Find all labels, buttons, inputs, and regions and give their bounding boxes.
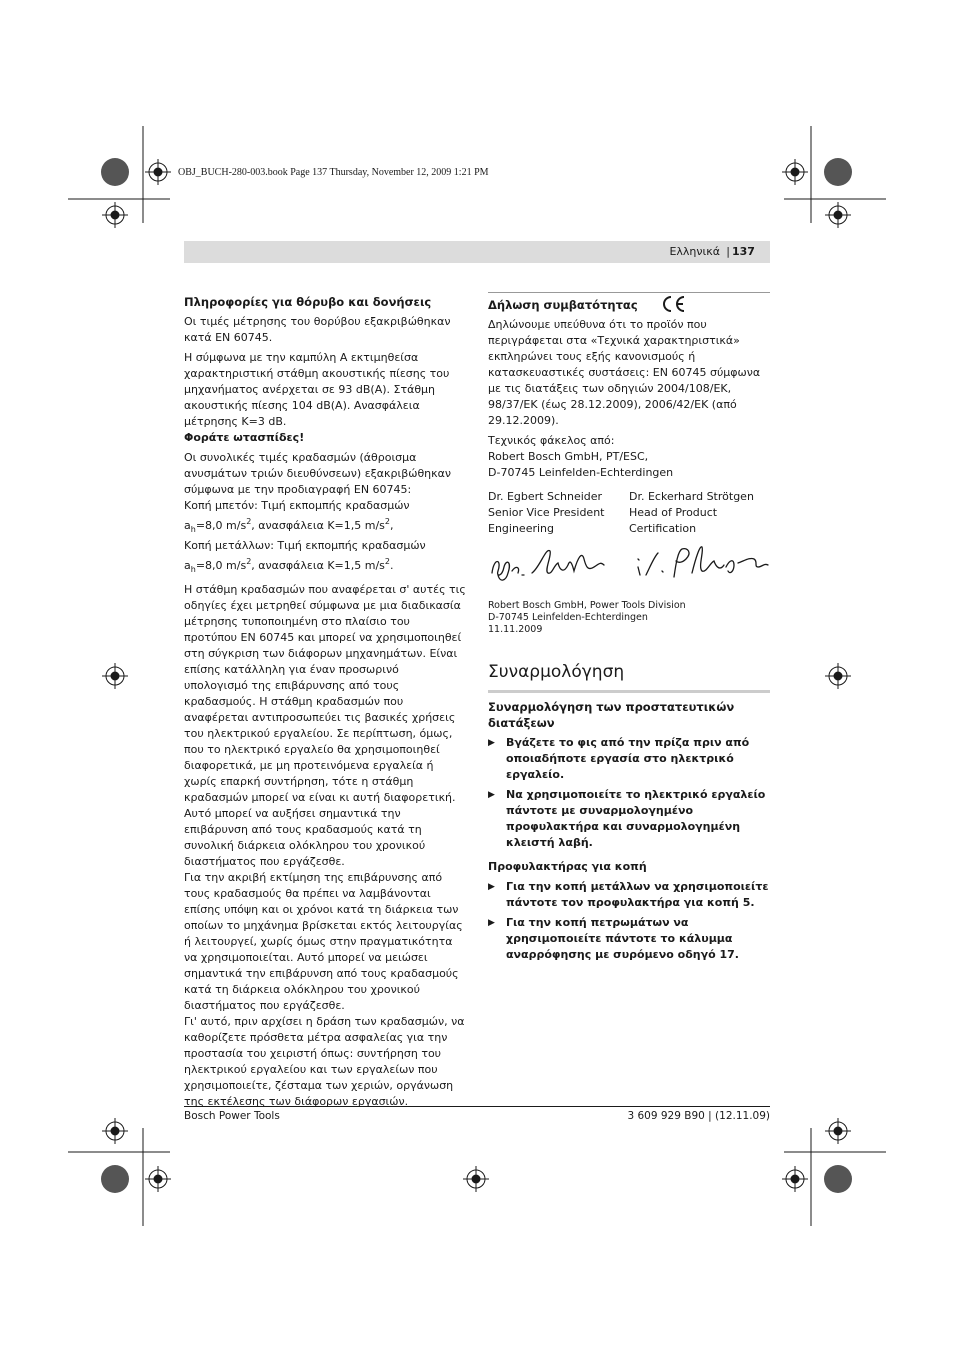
concrete-label: Κοπή μπετόν: Τιμή εκπομπής κραδασμών — [184, 499, 410, 512]
assembly-heading: Συναρμολόγηση — [488, 662, 625, 682]
section-title-noise: Πληροφορίες για θόρυβο και δονήσεις — [184, 295, 432, 309]
noise-p1: Οι τιμές μέτρησης του θορύβου εξακριβώθηκαν κατά EN 60745. — [184, 315, 451, 344]
bullet-item: ▶ Να χρησιμοποιείτε το ηλεκτρικό εργαλείο πάντοτε με συναρμολογημένο προφυλακτήρα και συναρμολογημένη κλειστή λαβή. — [488, 788, 766, 849]
vibration-p4: Η στάθμη κραδασμών που αναφέρεται σ' αυτές τις οδηγίες έχει μετρηθεί σύμφωνα με μια διαδικασία μέτρησης τυποποιημένη στο πλαίσιο του προτύπου EN 60745 και μπορεί να χρησιμοποιηθεί στη σύγκριση των διάφορων μηχανημάτων. Είναι επίσης κατάλληλη για έναν προσωρινό υπολογισμό της επιβάρυνσης από τους κραδασμούς. Η στάθμη κραδασμών που αναφέρεται αντιπροσωπεύει τις βασικές χρήσεις του ηλεκτρικού εργαλείου. Σε περίπτωση, όμως, που το ηλεκτρικό εργαλείο θα χρησιμοποιηθεί διαφορετικά, με μη προτεινόμενα εργαλεία ή χωρίς επαρκή συντήρηση, τότε η στάθμη κραδασμών μπορεί να είναι κι αυτή διαφορετική. Αυτό μπορεί να αυξήσει σημαντικά την επιβάρυνση από τους κραδασμούς κατά τη συνολική διάρκεια ολόκληρου του χρονικού διαστήματος που εργάζεσθε. — [184, 583, 466, 868]
ce-mark-icon — [660, 295, 686, 313]
header-separator: | — [726, 245, 730, 258]
signatories — [488, 489, 770, 537]
vibration-p6: Γι' αυτό, πριν αρχίσει η δράση των κραδασμών, να καθορίζετε πρόσθετα μέτρα ασφαλείας για την προστασία του χειριστή όπως: συντήρηση του ηλεκτρικού εργαλείου και των εργαλείων που χρησιμοποιείτε, ζέσταμα των χεριών, οργάνωση της εκτέλεσης των διάφορων εργασιών. — [184, 1015, 465, 1108]
right-column — [488, 292, 770, 963]
company-block: Robert Bosch GmbH, Power Tools Division D-70745 Leinfelden-Echterdingen 11.11.2009 — [488, 600, 686, 635]
arrow-icon: ▶ — [488, 738, 495, 748]
bullet-item: ▶ Για την κοπή μετάλλων να χρησιμοποιείτε πάντοτε τον προφυλακτήρα για κοπή 5. — [488, 880, 769, 909]
tech-file: Τεχνικός φάκελος από: Robert Bosch GmbH, PT/ESC, D-70745 Leinfelden-Echterdingen — [488, 434, 674, 479]
arrow-icon: ▶ — [488, 790, 495, 800]
footer-doc-number: 3 609 929 B90 | (12.11.09) — [627, 1110, 770, 1122]
handwritten-signatures — [488, 537, 770, 595]
signatory-1: Dr. Egbert Schneider Senior Vice President Engineering — [488, 490, 605, 535]
footer-rule — [184, 1106, 770, 1107]
metal-label: Κοπή μετάλλων: Τιμή εκπομπής κραδασμών — [184, 539, 426, 552]
signatory-2: Dr. Eckerhard Strötgen Head of Product Certification — [629, 490, 754, 535]
footer-brand: Bosch Power Tools — [184, 1110, 280, 1122]
vibration-p3: Οι συνολικές τιμές κραδασμών (άθροισμα ανυσμάτων τριών διευθύνσεων) εξακριβώθηκαν σύμφωνα με την προδιαγραφή EN 60745: — [184, 451, 452, 496]
page-number: 137 — [732, 245, 755, 258]
vibration-p5: Για την ακριβή εκτίμηση της επιβάρυνσης από τους κραδασμούς θα πρέπει να λαμβάνονται επίσης υπόψη και οι χρόνοι κατά τη διάρκεια των οποίων το μηχάνημα βρίσκεται εκτός λειτουργίας ή λειτουργεί, χωρίς όμως στην πραγματικότητα να χρησιμοποιείται. Αυτό μπορεί να μειώσει σημαντικά την επιβάρυνση από τους κραδασμούς κατά τη διάρκεια ολόκληρου του χρονικού διαστήματος που εργάζεσθε. — [184, 871, 463, 1012]
arrow-icon: ▶ — [488, 882, 495, 892]
left-column — [184, 292, 466, 1110]
noise-p2: Η σύμφωνα με την καμπύλη A εκτιμηθείσα χαρακτηριστική στάθμη ακουστικής πίεσης του μηχανήματος ανέρχεται σε 93 dB(A). Στάθμη ακουστικής πίεσης 104 dB(A). Ανασφάλεια μέτρησης K=3 dB. — [184, 351, 450, 428]
hearing-warning: Φοράτε ωτασπίδες! — [184, 431, 305, 444]
book-info: OBJ_BUCH-280-003.book Page 137 Thursday, November 12, 2009 1:21 PM — [178, 167, 489, 178]
conformity-p1: Δηλώνουμε υπεύθυνα ότι το προϊόν που περιγράφεται στα «Τεχνικά χαρακτηριστικά» εκπληρώνει τους εξής κανονισμούς ή κατασκευαστικές συστάσεις: EN 60745 σύμφωνα με τις διατάξεις των οδηγιών 2004/108/ΕΚ, 98/37/ΕΚ (έως 28.12.2009), 2006/42/ΕΚ (από 29.12.2009). — [488, 318, 761, 427]
metal-value: $a_h=8,0$ $m/s^2$, ανασφάλεια K=1,5 $m/s^2$. — [184, 557, 394, 574]
bullet-item: ▶ Για την κοπή πετρωμάτων να χρησιμοποιείτε πάντοτε το κάλυμμα αναρρόφησης με συρόμενο οδηγό 17. — [488, 916, 739, 961]
protective-devices-heading: Συναρμολόγηση των προστατευτικών διατάξεων — [488, 700, 735, 730]
header-language: Ελληνικά — [669, 245, 720, 258]
page-header — [184, 241, 770, 263]
cutting-guard-heading: Προφυλακτήρας για κοπή — [488, 860, 647, 873]
section-title-conformity: Δήλωση συμβατότητας — [488, 293, 770, 313]
concrete-value: $a_h=8,0$ $m/s^2$, ανασφάλεια K=1,5 $m/s^2$, — [184, 517, 394, 534]
arrow-icon: ▶ — [488, 918, 495, 928]
bullet-item: ▶ Βγάζετε το φις από την πρίζα πριν από οποιαδήποτε εργασία στο ηλεκτρικό εργαλείο. — [488, 736, 750, 781]
